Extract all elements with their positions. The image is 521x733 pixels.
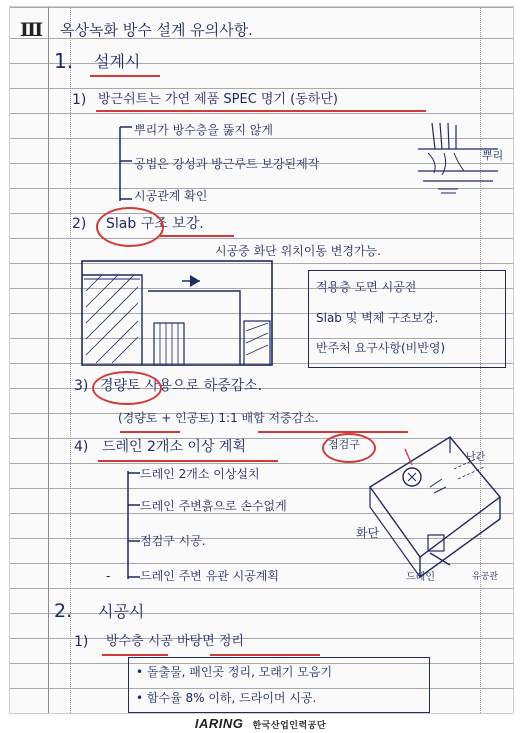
item2-box-line-2: Slab 및 벽체 구조보강. [316,311,439,325]
page-title: 옥상녹화 방수 설계 유의사항. [60,21,253,39]
footer-brand: IARING [194,716,244,731]
footer [0,713,521,733]
planter-label: 화단 [356,526,380,540]
section2-number: 2. [54,600,73,622]
item4-dash: - [106,569,111,583]
section2-box-line-2: • 함수율 8% 이하, 드라이머 시공. [136,691,317,705]
slab-structure-sketch [72,251,282,366]
item3-sub-underline-1 [120,431,180,433]
item2-number: 2) [72,216,87,232]
item3-number: 3) [74,378,89,394]
item4-bullet-3: 점검구 시공. [140,534,206,548]
section2-title: 시공시 [98,602,145,621]
item4-bullet-2: 드레인 주변흙으로 손수없게 [140,499,287,513]
item4-number: 4) [74,439,89,455]
item3-text: 경량토 사용으로 하중감소. [100,378,263,394]
item4-tree-lines [118,463,148,583]
item2-box-line-1: 적용층 도면 시공전 [316,280,417,294]
section2-item1-text: 방수층 시공 바탕면 정리 [106,634,244,649]
pipe-label: 유공관 [472,572,499,582]
item1-bullet-3: 시공관계 확인 [134,189,208,203]
inspection-label: 점검구 [328,438,360,451]
item2-box-line-3: 반주처 요구사항(비반영) [316,341,446,355]
section1-number: 1. [54,49,74,73]
item4-text: 드레인 2개소 이상 계획 [102,439,246,455]
lightweight-soil-circle [92,371,162,405]
item1-bullet-1: 뿌리가 방수층을 뚫지 않게 [134,123,273,137]
section1-title: 설계시 [94,52,141,71]
drain-label: 드레인 [406,572,435,583]
section2-item1-underline-2 [210,654,320,656]
footer-org: 한국산업인력공단 [252,720,327,730]
item2-underline [160,235,234,237]
item1-number: 1) [72,92,87,108]
item4-bullet-1: 드레인 2개소 이상설치 [140,467,260,481]
slab-circle [96,207,164,247]
section2-box-line-1: • 돌출물, 패인곳 정리, 모래기 모음기 [136,665,333,679]
rail-label: 난간 [466,452,486,463]
root-label: 뿌리 [482,149,504,162]
item1-text: 방근쉬트는 가연 제품 SPEC 명기 (동하단) [98,92,338,107]
item2-note: 시공중 화단 위치이동 변경가능. [215,244,381,258]
roman-numeral: Ⅲ [20,19,44,41]
item1-underline [96,110,426,112]
item4-underline [98,460,278,462]
item2-text: Slab 구조 보강. [106,216,204,232]
item3-sub: (경량토 + 인공토) 1:1 배합 저중감소. [118,411,319,425]
notebook-page [9,6,514,714]
section2-item1-underline-1 [102,654,168,656]
drain-planter-sketch [350,427,510,587]
item1-bullet-2: 공법은 강성과 방근루트 보강된제작 [134,157,320,171]
item4-bullet-4: 드레인 주변 유관 시공계획 [140,569,279,583]
section2-item1-number: 1) [74,634,89,650]
left-margin-line [48,7,49,713]
section1-underline [90,75,160,77]
